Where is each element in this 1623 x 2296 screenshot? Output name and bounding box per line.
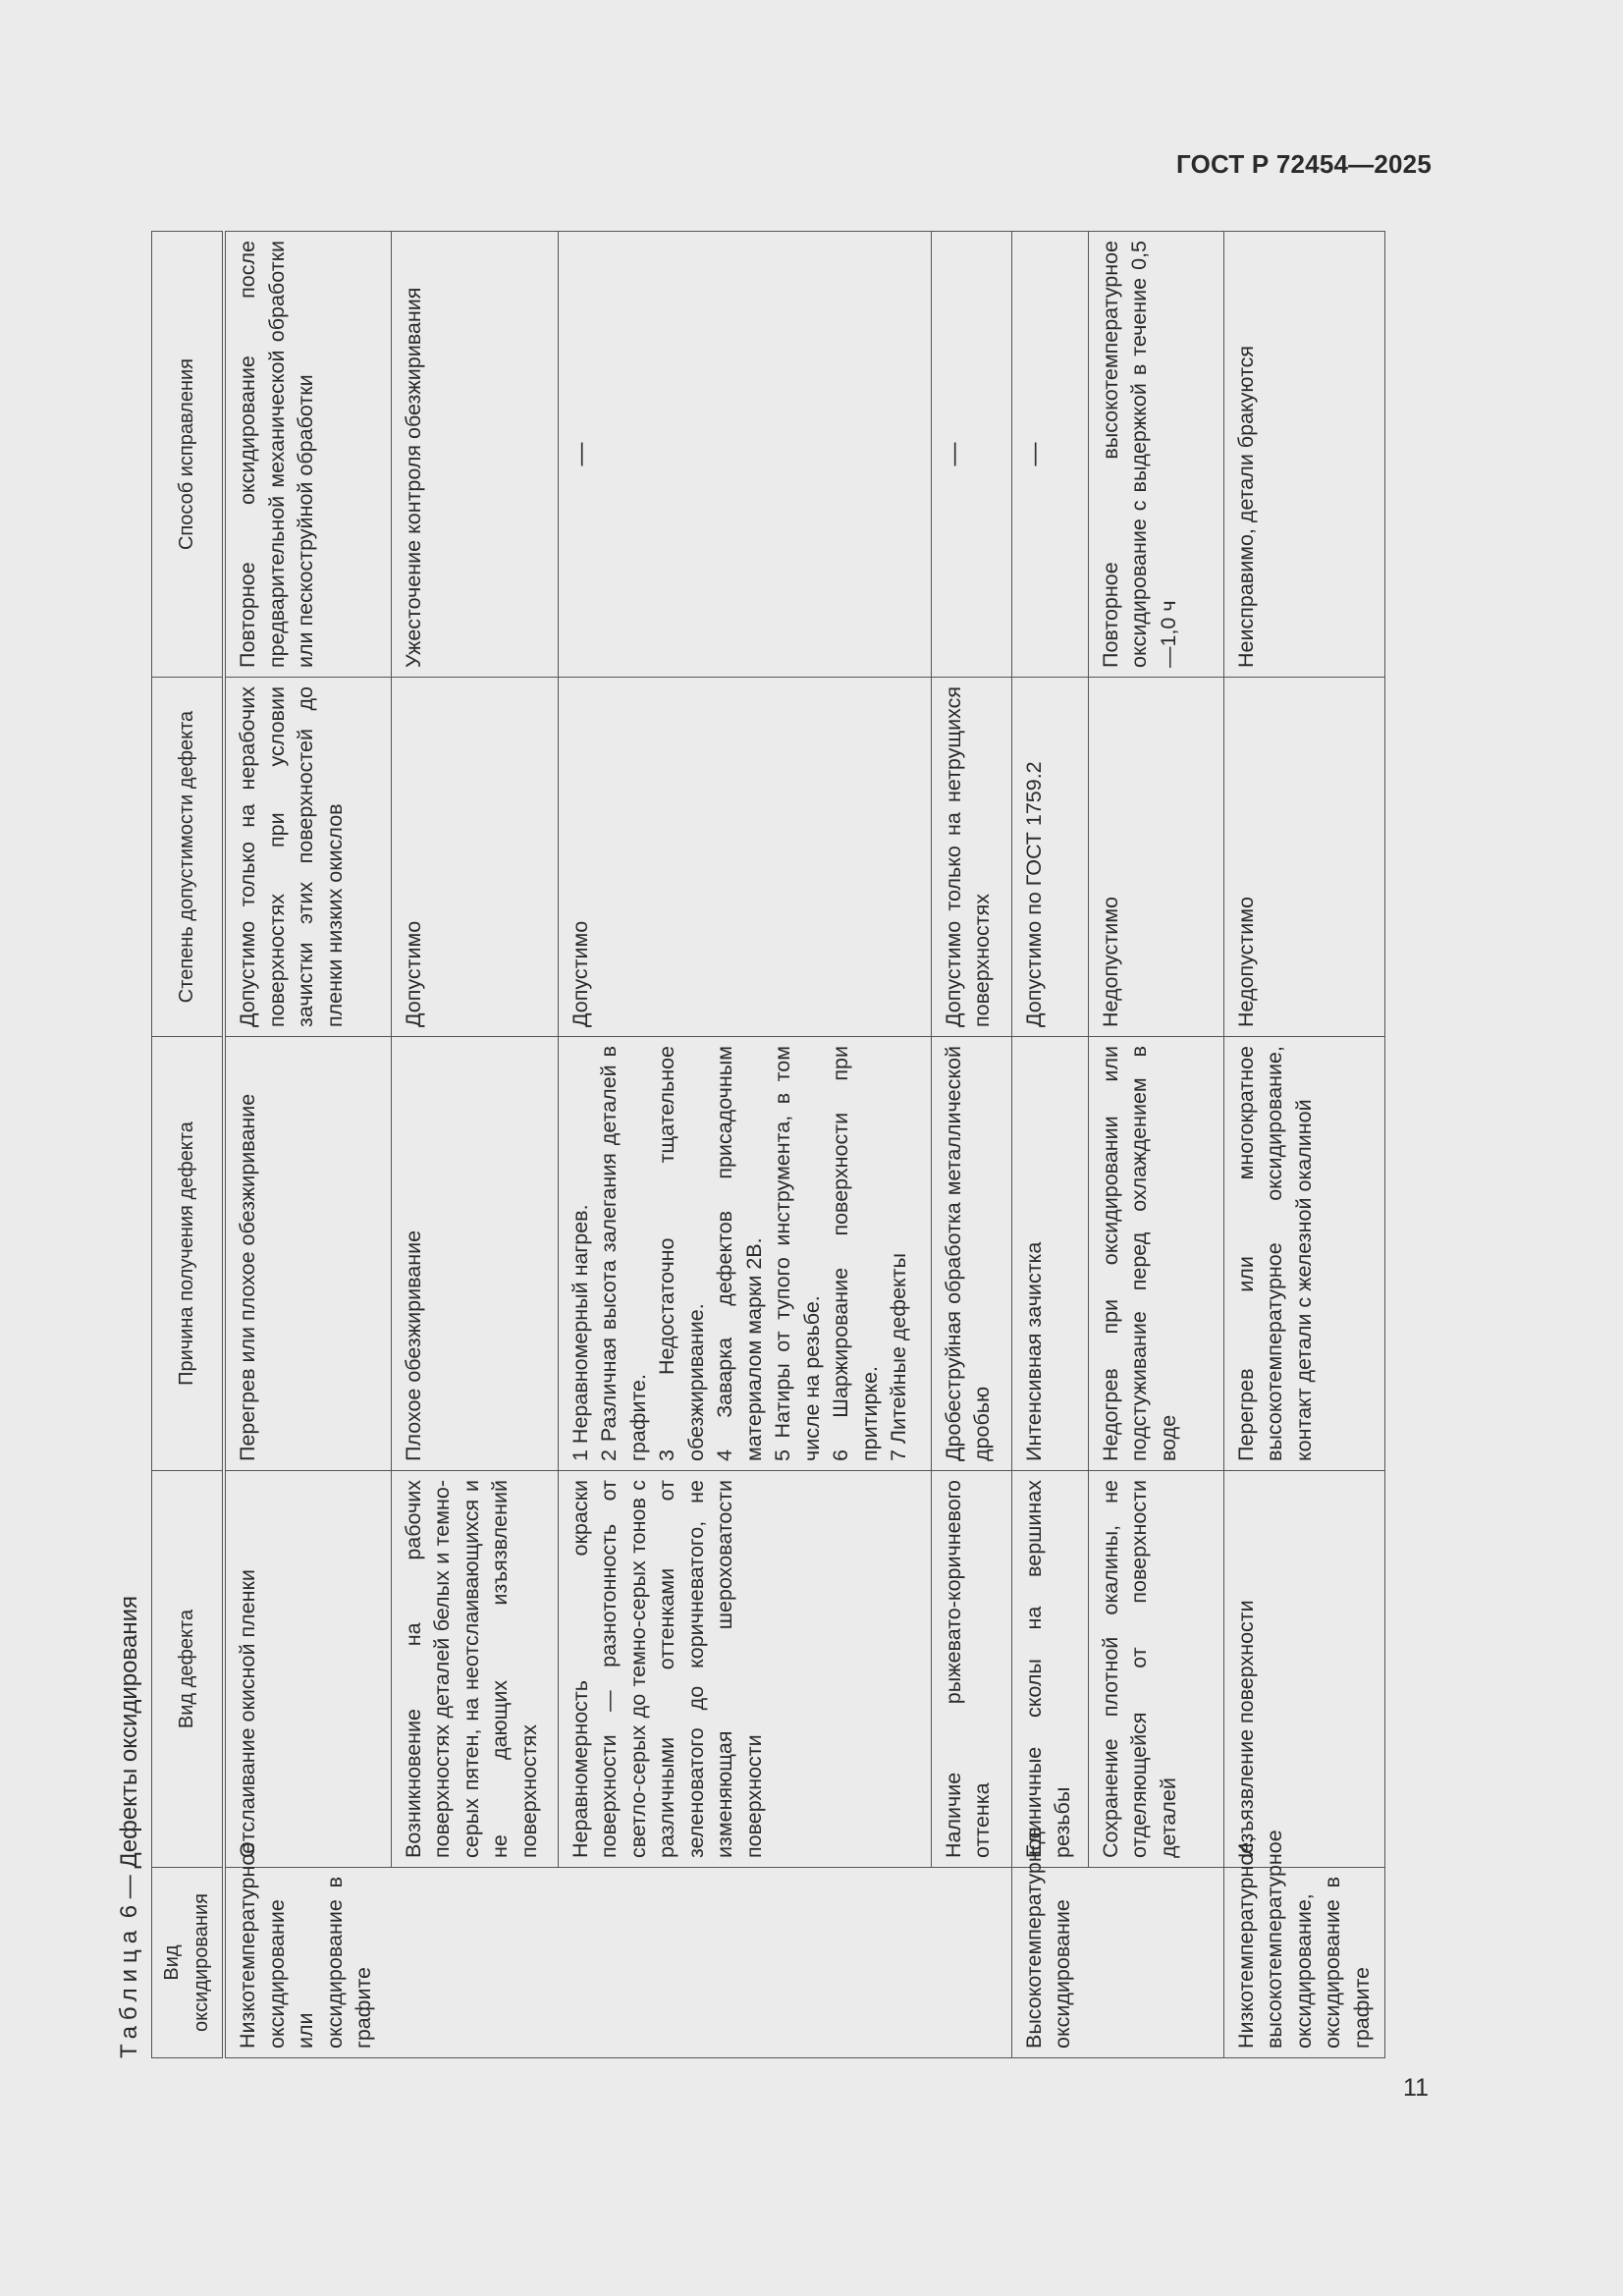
table-caption (110, 1596, 149, 2058)
cell-correction: — (931, 232, 1011, 678)
cause-item: 1 Неравномерный нагрев. (568, 1204, 592, 1461)
cause-item: 4 Заварка дефектов присадочным материалом марки 2В. (713, 1046, 766, 1461)
cell-cause: Перегрев или многократное высокотемпературное оксидирование, контакт детали с железной окалиной (1223, 1037, 1385, 1471)
header-admissibility: Степень допустимости дефекта (152, 678, 225, 1037)
cell-correction: — (558, 232, 931, 678)
cause-item: 3 Недостаточно тщательное обезжиривание. (655, 1046, 708, 1461)
table-row (931, 232, 1011, 2058)
cell-admissibility: Недопустимо (1088, 678, 1223, 1037)
cause-item: 7 Литейные дефекты (887, 1253, 910, 1461)
document-code: ГОСТ Р 72454—2025 (1176, 149, 1432, 179)
cell-admissibility: Допустимо (391, 678, 558, 1037)
cell-correction: Неисправимо, детали бракуются (1223, 232, 1385, 678)
rotated-table-block (110, 232, 1374, 2058)
cell-cause: Интенсивная зачистка (1011, 1037, 1088, 1471)
cell-admissibility: Допустимо (558, 678, 931, 1037)
cell-correction: Повторное высокотемпературное оксидирование с выдержкой в течение 0,5—1,0 ч (1088, 232, 1223, 678)
table-row (1011, 232, 1088, 2058)
header-defect-type: Вид дефекта (152, 1471, 225, 1868)
table-header-row (152, 232, 225, 2058)
cell-cause: Перегрев или плохое обезжиривание (224, 1037, 391, 1471)
header-oxidation-type: Вид оксидирования (152, 1868, 225, 2058)
cell-admissibility: Недопустимо (1223, 678, 1385, 1037)
cell-defect: Единичные сколы на вершинах резьбы (1011, 1471, 1088, 1868)
cell-correction: Ужесточение контроля обезжиривания (391, 232, 558, 678)
cell-cause: Дробеструйная обработка металлической дробью (931, 1037, 1011, 1471)
cell-cause: Плохое обезжиривание (391, 1037, 558, 1471)
cell-admissibility: Допустимо только на нетрущихся поверхностях (931, 678, 1011, 1037)
table-row (224, 232, 391, 2058)
table-row (1088, 232, 1223, 2058)
cell-oxidation-type: Низкотемпературное, высокотемпературное оксидирование, оксидирование в графите (1223, 1868, 1385, 2058)
defects-table (151, 231, 1385, 2058)
cause-item: 2 Различная высота залегания деталей в графите. (597, 1046, 650, 1461)
cell-defect: Изъязвление поверхности (1223, 1471, 1385, 1868)
table-row (391, 232, 558, 2058)
cause-item: 6 Шаржирование поверхности при притирке. (829, 1046, 882, 1461)
cell-correction: — (1011, 232, 1088, 678)
cell-defect: Отслаивание окисной пленки (224, 1471, 391, 1868)
table-row (1223, 232, 1385, 2058)
table-caption-title: Дефекты оксидирования (116, 1596, 142, 1869)
table-row (558, 232, 931, 2058)
table-caption-number: 6 (116, 1904, 142, 1919)
cell-cause (558, 1037, 931, 1471)
cell-admissibility: Допустимо только на нерабочих поверхностях при условии зачистки этих поверхностей до пленки низких окислов (224, 678, 391, 1037)
page-number: 11 (1403, 2074, 1429, 2102)
cell-defect: Возникновение на рабочих поверхностях деталей белых и темно-серых пятен, на неотслаивающихся и не дающих изъязвлений поверхностях (391, 1471, 558, 1868)
cell-defect: Наличие рыжевато-коричневого оттенка (931, 1471, 1011, 1868)
table-caption-dash: — (116, 1875, 142, 1899)
cell-correction: Повторное оксидирование после предварительной механической обработки или пескоструйной обработки (224, 232, 391, 678)
cell-cause: Недогрев при оксидировании или подстуживание перед охлаждением в воде (1088, 1037, 1223, 1471)
cell-defect: Неравномерность окраски поверхности — разнотонность от светло-серых до темно-серых тонов с различными оттенками от зеленоватого до коричневатого, не изменяющая шероховатости поверхности (558, 1471, 931, 1868)
table-caption-label: Таблица (116, 1924, 142, 2058)
header-correction: Способ исправления (152, 232, 225, 678)
cell-defect: Сохранение плотной окалины, не отделяющейся от поверхности деталей (1088, 1471, 1223, 1868)
cell-oxidation-type: Высокотемпературное оксидирование (1011, 1868, 1223, 2058)
cell-oxidation-type: Низкотемпературное оксидирование или оксидирование в графите (224, 1868, 1011, 2058)
cell-admissibility: Допустимо по ГОСТ 1759.2 (1011, 678, 1088, 1037)
cause-item: 5 Натиры от тупого инструмента, в том числе на резьбе. (771, 1046, 824, 1461)
header-defect-cause: Причина получения дефекта (152, 1037, 225, 1471)
